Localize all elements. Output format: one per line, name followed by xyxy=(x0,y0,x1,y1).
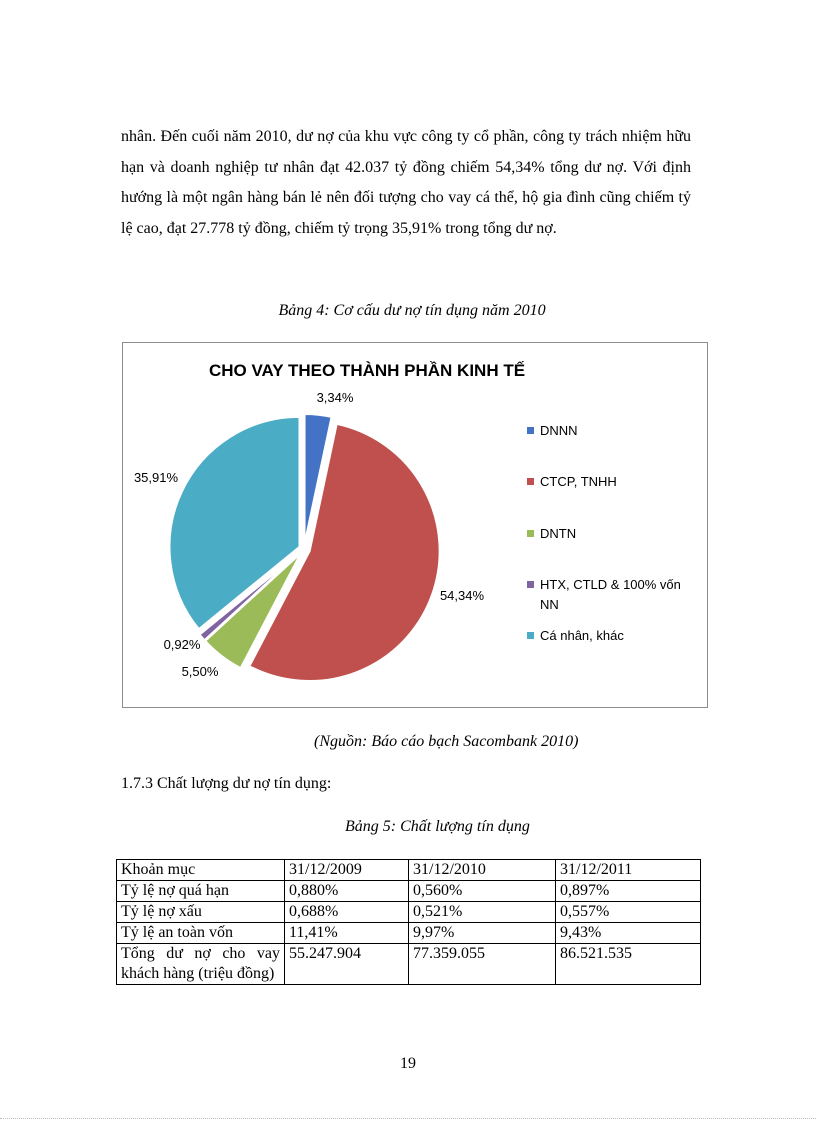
table-cell: 9,43% xyxy=(556,923,701,944)
table-cell: 77.359.055 xyxy=(409,944,556,985)
header-cell: 31/12/2009 xyxy=(285,860,409,881)
legend-label: CTCP, TNHH xyxy=(540,474,617,489)
table-cell: Tổng dư nợ cho vay khách hàng (triệu đồng) xyxy=(117,944,285,985)
table-cell: 55.247.904 xyxy=(285,944,409,985)
data-label: 3,34% xyxy=(316,390,354,405)
table-cell: 0,560% xyxy=(409,881,556,902)
data-label: 54,34% xyxy=(439,588,485,603)
table-header-row xyxy=(117,860,701,881)
pie-chart-figure xyxy=(122,342,708,708)
credit-quality-table xyxy=(116,859,701,985)
data-label: 35,91% xyxy=(133,470,179,485)
page-bottom-divider xyxy=(0,1118,816,1119)
body-paragraph: nhân. Đến cuối năm 2010, dư nợ của khu vực công ty cổ phần, công ty trách nhiệm hữu hạn và doanh nghiệp tư nhân đạt 42.037 tỷ đồng chiếm 54,34% tổng dư nợ. Với định hướng là một ngân hàng bán lẻ nên đối tượng cho vay cá thể, hộ gia đình cũng chiếm tỷ lệ cao, đạt 27.778 tỷ đồng, chiếm tỷ trọng 35,91% trong tổng dư nợ. xyxy=(121,128,691,237)
header-cell: 31/12/2010 xyxy=(409,860,556,881)
data-label: 0,92% xyxy=(163,637,201,652)
table-cell: 0,557% xyxy=(556,902,701,923)
table-cell: 86.521.535 xyxy=(556,944,701,985)
table-cell: 0,521% xyxy=(409,902,556,923)
legend-marker xyxy=(527,632,534,639)
legend-marker xyxy=(527,427,534,434)
legend-marker xyxy=(527,478,534,485)
table-cell: Tỷ lệ nợ xấu xyxy=(117,902,285,923)
source-note: (Nguồn: Báo cáo bạch Sacombank 2010) xyxy=(314,733,579,750)
table-row xyxy=(117,902,701,923)
table-cell: Tỷ lệ an toàn vốn xyxy=(117,923,285,944)
legend-label: DNNN xyxy=(540,423,578,438)
pie-chart xyxy=(122,342,708,708)
header-cell: Khoản mục xyxy=(117,860,285,881)
header-cell: 31/12/2011 xyxy=(556,860,701,881)
legend-label: Cá nhân, khác xyxy=(540,628,624,643)
table4-caption: Bảng 4: Cơ cấu dư nợ tín dụng năm 2010 xyxy=(278,302,546,319)
data-label: 5,50% xyxy=(181,664,219,679)
table-cell: 9,97% xyxy=(409,923,556,944)
legend-label: DNTN xyxy=(540,526,577,541)
legend-label: HTX, CTLD & 100% vốn xyxy=(540,577,681,592)
table-row xyxy=(117,881,701,902)
page-number: 19 xyxy=(400,1055,416,1072)
table-cell: 0,880% xyxy=(285,881,409,902)
legend-marker xyxy=(527,530,534,537)
table-cell: 11,41% xyxy=(285,923,409,944)
table-row xyxy=(117,923,701,944)
table-row xyxy=(117,944,701,985)
legend-marker xyxy=(527,581,534,588)
table5-caption: Bảng 5: Chất lượng tín dụng xyxy=(345,818,530,835)
chart-title: CHO VAY THEO THÀNH PHẦN KINH TẾ xyxy=(208,361,526,380)
table-cell: 0,688% xyxy=(285,902,409,923)
section-heading: 1.7.3 Chất lượng dư nợ tín dụng: xyxy=(121,775,332,792)
table-cell: 0,897% xyxy=(556,881,701,902)
table-cell: Tỷ lệ nợ quá hạn xyxy=(117,881,285,902)
legend-label: NN xyxy=(540,597,559,612)
